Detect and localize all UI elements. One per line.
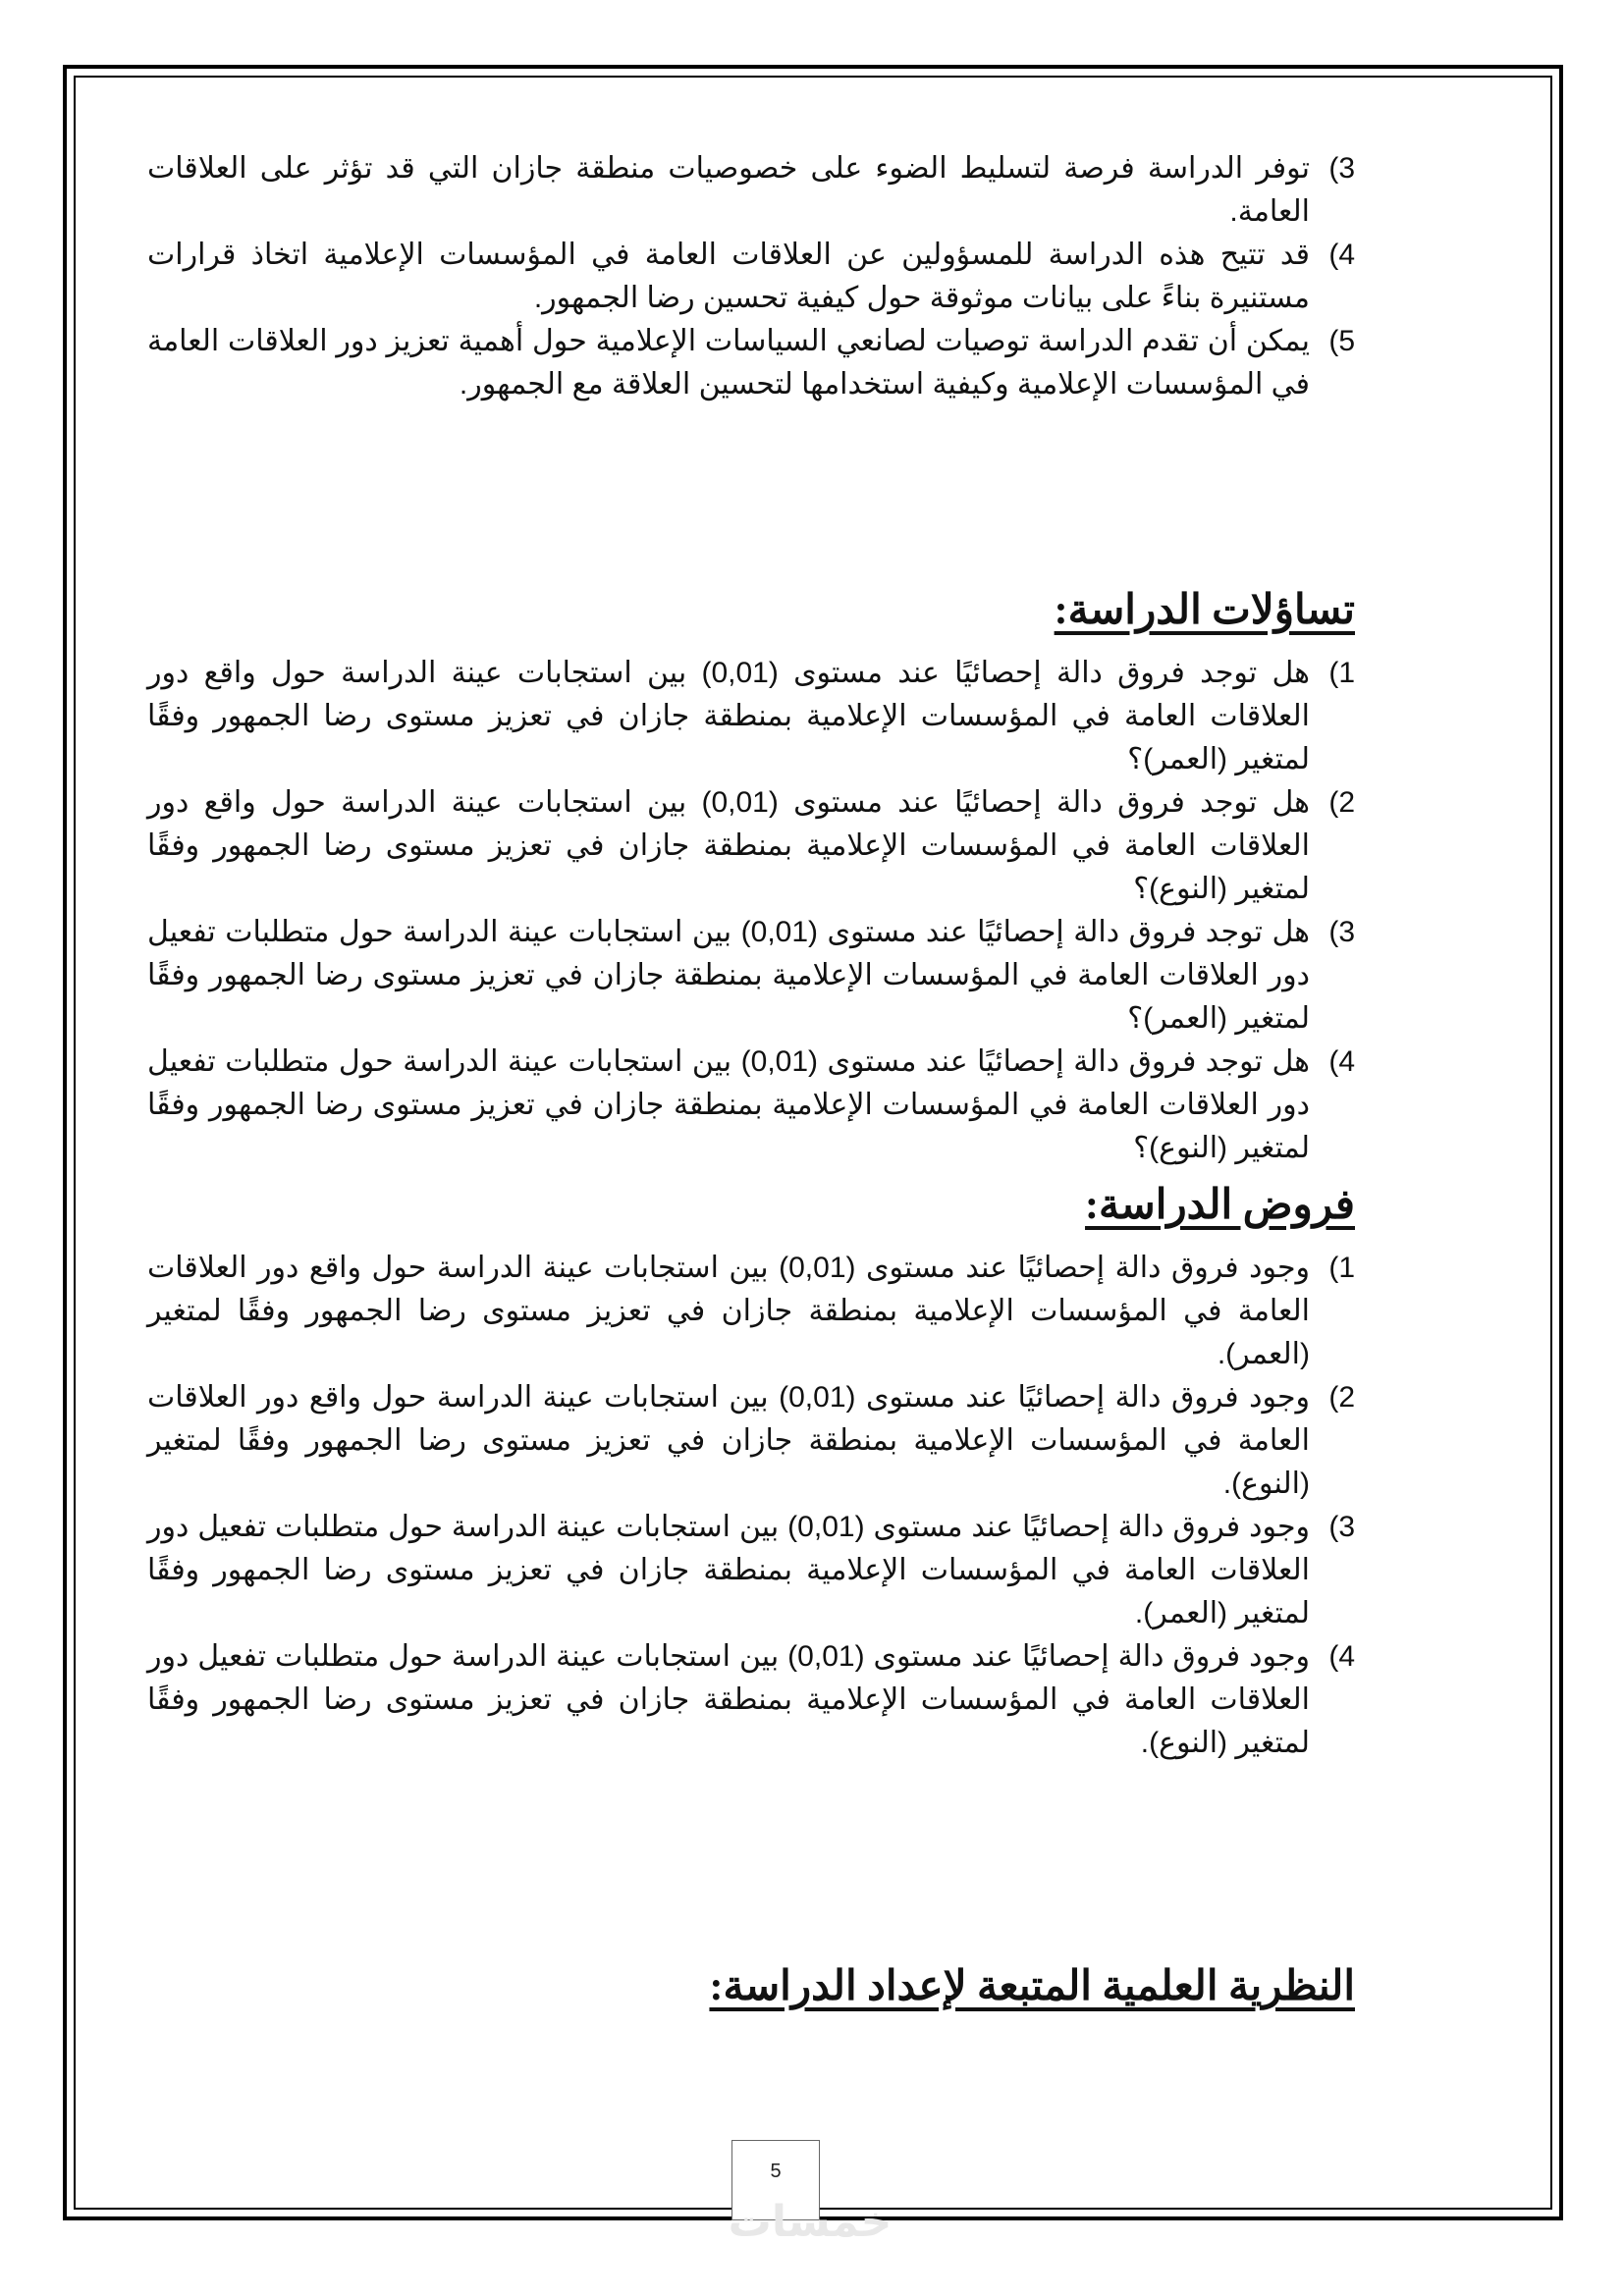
list-item-number: 4)	[1328, 1640, 1355, 1673]
list-item-number: 5)	[1328, 325, 1355, 357]
list-item	[147, 1635, 1355, 1765]
list-item-number: 4)	[1328, 239, 1355, 271]
list-item	[147, 781, 1355, 911]
list-item	[147, 1247, 1355, 1376]
list-item-text: وجود فروق دالة إحصائيًا عند مستوى (0,01) بين استجابات عينة الدراسة حول واقع دور العلاقات العامة في المؤسسات الإعلامية بمنطقة جازان في تعزيز مستوى رضا الجمهور وفقًا لمتغير (النوع).	[147, 1381, 1311, 1500]
list-item	[147, 234, 1355, 320]
list-item-text: يمكن أن تقدم الدراسة توصيات لصانعي السياسات الإعلامية حول أهمية تعزيز دور العلاقات العامة في المؤسسات الإعلامية وكيفية استخدامها لتحسين العلاقة مع الجمهور.	[147, 325, 1310, 400]
list-item-text: قد تتيح هذه الدراسة للمسؤولين عن العلاقات العامة في المؤسسات الإعلامية اتخاذ قرارات مستنيرة بناءً على بيانات موثوقة حول كيفية تحسين رضا الجمهور.	[147, 239, 1310, 314]
questions-title: تساؤلات الدراسة:	[1054, 588, 1355, 633]
list-item-text: هل توجد فروق دالة إحصائيًا عند مستوى (0,01) بين استجابات عينة الدراسة حول واقع دور العلاقات العامة في المؤسسات الإعلامية بمنطقة جازان في تعزيز مستوى رضا الجمهور وفقًا لمتغير (العمر)؟	[147, 657, 1310, 775]
list-item	[147, 1376, 1355, 1506]
list-item-text: وجود فروق دالة إحصائيًا عند مستوى (0,01) بين استجابات عينة الدراسة حول واقع دور العلاقات العامة في المؤسسات الإعلامية بمنطقة جازان في تعزيز مستوى رضا الجمهور وفقًا لمتغير (العمر).	[147, 1252, 1311, 1370]
list-item-text: وجود فروق دالة إحصائيًا عند مستوى (0,01) بين استجابات عينة الدراسة حول متطلبات تفعيل دور العلاقات العامة في المؤسسات الإعلامية بمنطقة جازان في تعزيز مستوى رضا الجمهور وفقًا لمتغير (العمر).	[147, 1511, 1310, 1629]
list-item-number: 1)	[1328, 1252, 1355, 1284]
list-item-number: 1)	[1328, 657, 1355, 689]
list-item-number: 3)	[1328, 916, 1355, 948]
list-item-number: 2)	[1328, 786, 1355, 819]
page-number: 5	[731, 2140, 820, 2220]
list-item-text: هل توجد فروق دالة إحصائيًا عند مستوى (0,01) بين استجابات عينة الدراسة حول متطلبات تفعيل دور العلاقات العامة في المؤسسات الإعلامية بمنطقة جازان في تعزيز مستوى رضا الجمهور وفقًا لمتغير (النوع)؟	[147, 1045, 1310, 1164]
list-item-number: 2)	[1328, 1381, 1355, 1414]
list-item-text: هل توجد فروق دالة إحصائيًا عند مستوى (0,01) بين استجابات عينة الدراسة حول متطلبات تفعيل دور العلاقات العامة في المؤسسات الإعلامية بمنطقة جازان في تعزيز مستوى رضا الجمهور وفقًا لمتغير (العمر)؟	[147, 916, 1310, 1035]
list-item-text: هل توجد فروق دالة إحصائيًا عند مستوى (0,01) بين استجابات عينة الدراسة حول واقع دور العلاقات العامة في المؤسسات الإعلامية بمنطقة جازان في تعزيز مستوى رضا الجمهور وفقًا لمتغير (النوع)؟	[147, 786, 1310, 905]
list-item	[147, 1506, 1355, 1635]
list-item	[147, 1041, 1355, 1170]
list-item-text: توفر الدراسة فرصة لتسليط الضوء على خصوصيات منطقة جازان التي قد تؤثر على العلاقات العامة.	[147, 152, 1310, 228]
questions-list	[147, 652, 1355, 1170]
list-item-number: 3)	[1328, 152, 1355, 185]
watermark: خمسات	[728, 2197, 893, 2247]
theory-title: النظرية العلمية المتبعة لإعداد الدراسة:	[709, 1964, 1355, 2009]
list-item	[147, 652, 1355, 781]
hypotheses-title: فروض الدراسة:	[1085, 1183, 1355, 1228]
intro-list	[147, 147, 1355, 406]
list-item	[147, 320, 1355, 406]
hypotheses-list	[147, 1247, 1355, 1765]
page-content	[147, 147, 1355, 2016]
list-item-number: 4)	[1328, 1045, 1355, 1078]
list-item-text: وجود فروق دالة إحصائيًا عند مستوى (0,01) بين استجابات عينة الدراسة حول متطلبات تفعيل دور العلاقات العامة في المؤسسات الإعلامية بمنطقة جازان في تعزيز مستوى رضا الجمهور وفقًا لمتغير (النوع).	[147, 1640, 1310, 1759]
list-item	[147, 911, 1355, 1041]
list-item-number: 3)	[1328, 1511, 1355, 1543]
list-item	[147, 147, 1355, 234]
